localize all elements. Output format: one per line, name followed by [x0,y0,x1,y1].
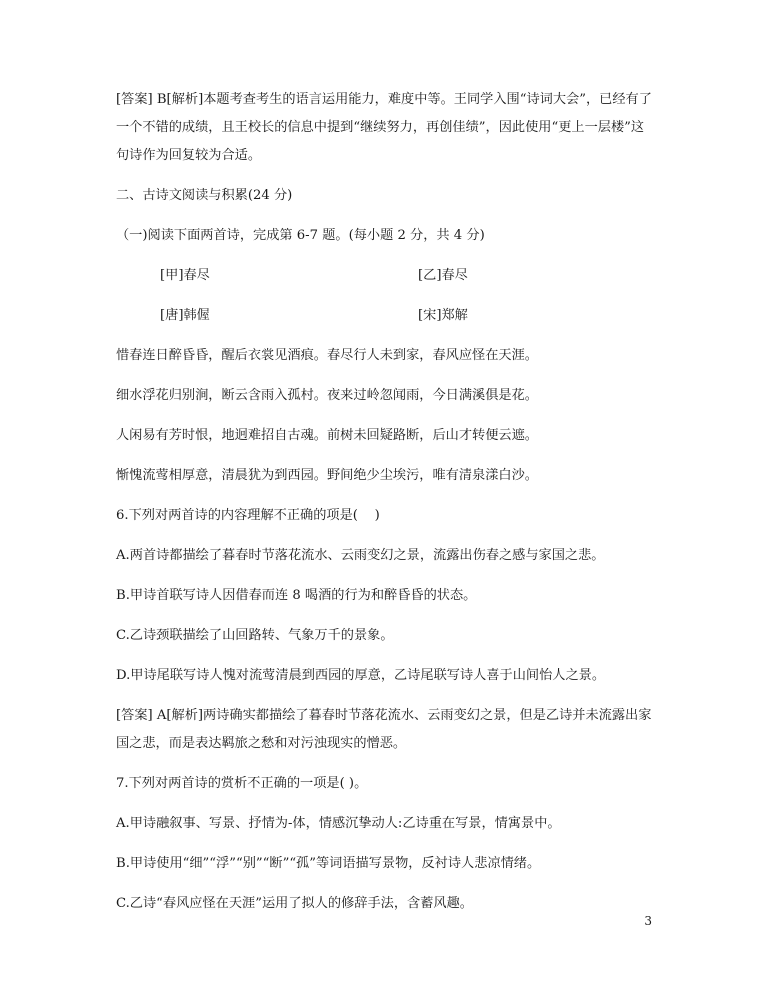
question-7-option-a: A.甲诗融叙事、写景、抒情为-体，情感沉挚动人:乙诗重在写景，情寓景中。 [116,816,561,831]
poem-line: 惜春连日醉昏昏，醒后衣裳见酒痕。春尽行人未到家，春风应怪在天涯。 [116,348,538,363]
question-7-option-c: C.乙诗“春风应怪在天涯”运用了拟人的修辞手法，含蓄风趣。 [116,896,473,911]
poem-jia-author: [唐]韩偓 [160,308,210,323]
poem-line: 人闲易有芳时恨，地迥难招自古魂。前树未回疑路断，后山才转便云遮。 [116,428,538,443]
question-7-option-b: B.甲诗使用“细”“浮”“别”“断”“孤”等词语描写景物，反衬诗人悲凉情绪。 [116,856,541,871]
question-6-option-b: B.甲诗首联写诗人因借春而连 8 喝酒的行为和醉昏昏的状态。 [116,588,477,603]
question-7-stem: 7.下列对两首诗的赏析不正确的一项是( )。 [116,776,368,791]
answer-q5: [答案] B[解析]本题考查考生的语言运用能力，难度中等。王同学入围“诗词大会”，已经有了一个不错的成绩，且王校长的信息中提到“继续努力，再创佳绩”，因此使用“更上一层楼”这句诗作为回复较为合适。 [116,92,652,163]
poem-yi-title: [乙]春尽 [418,268,468,283]
poem-line: 细水浮花归别涧，断云含雨入孤村。夜来过岭忽闻雨，今日满溪俱是花。 [116,388,538,403]
poem-jia-title: [甲]春尽 [160,268,210,283]
page-number: 3 [644,914,652,928]
question-6-stem: 6.下列对两首诗的内容理解不正确的项是( ) [116,508,380,523]
section-2-title: 二、古诗文阅读与积累(24 分) [116,188,293,203]
poem-titles [116,262,656,290]
question-6-option-c: C.乙诗颈联描绘了山回路转、气象万千的景象。 [116,628,394,643]
poem-authors [116,302,656,330]
poem-yi-author: [宋]郑解 [418,308,468,323]
answer-q6: [答案] A[解析]两诗确实都描绘了暮春时节落花流水、云雨变幻之景，但是乙诗并未流露出家国之悲，而是表达羁旅之愁和对污浊现实的憎恶。 [116,708,652,751]
question-6-option-d: D.甲诗尾联写诗人愧对流莺清晨到西园的厚意，乙诗尾联写诗人喜于山间怡人之景。 [116,668,606,683]
question-6-option-a: A.两首诗都描绘了暮春时节落花流水、云雨变幻之景，流露出伤春之感与家国之悲。 [116,548,605,563]
subsection-1-title: （一)阅读下面两首诗，完成第 6-7 题。(每小题 2 分，共 4 分) [116,228,485,243]
poem-line: 惭愧流莺相厚意，清晨犹为到西园。野间绝少尘埃污，唯有清泉漾白沙。 [116,468,538,483]
document-page [116,86,656,918]
